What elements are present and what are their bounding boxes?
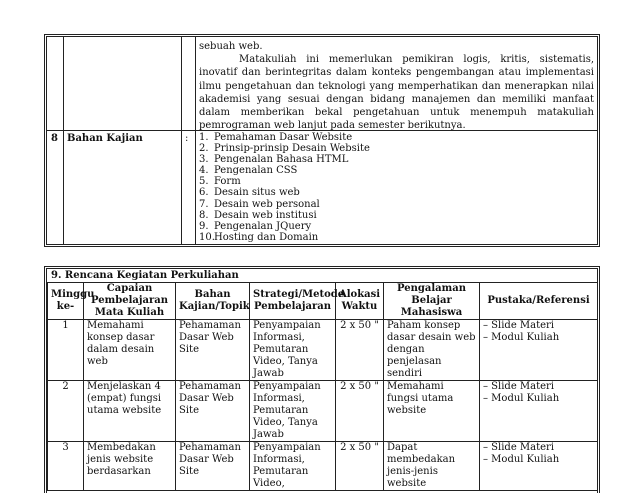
cell-references [480,442,598,491]
table-row [48,381,598,442]
list-item [199,176,370,187]
header-week: Minggu ke- [48,283,84,320]
cell-time: 2 x 50 " [336,320,384,381]
list-item [199,199,370,210]
list-item [199,154,370,165]
description-paragraph: Matakuliah ini memerlukan pemikiran logis, kritis, sistematis, inovatif dan berintegritas dalam konteks pengembangan atau implementasi ilmu pengetahuan dan teknologi yang memperhatikan dan menerapkan nilai akademisi yang sesuai dengan bidang manajemen dan memiliki manfaat dalam memberikan bekal pengetahuan untuk menempuh matakuliah pemrograman web lanjut pada semester berikutnya. [199,54,594,132]
cell-experience: Memahami fungsi utama website [384,381,480,442]
topic-number: 10. [199,231,215,243]
header-references: Pustaka/Referensi [480,283,598,320]
topic-text: Hosting dan Domain [214,231,319,243]
cell-references [480,381,598,442]
cell-topic: Pehamaman Dasar Web Site [176,442,250,491]
topic-number: 9. [199,220,209,232]
reference-item: – Modul Kuliah [483,332,560,343]
topic-number: 8. [199,209,209,221]
reference-item: – Slide Materi [483,320,555,331]
cell-method: Penyampaian Informasi, Pemutaran Video, Tanya Jawab [250,381,336,442]
header-outcome: Capaian Pembelajaran Mata Kuliah [84,283,176,320]
topic-text: Pengenalan Bahasa HTML [214,154,349,166]
reference-item: – Slide Materi [483,381,555,392]
column-divider [195,37,196,244]
row-number: 8 [51,133,58,144]
cell-outcome: Membedakan jenis website berdasarkan [84,442,176,491]
topic-text: Pengenalan CSS [214,165,298,177]
list-item [199,221,370,232]
list-item [199,210,370,221]
column-divider [181,37,182,244]
topic-number: 3. [199,154,209,166]
topic-text: Desain web personal [214,198,320,210]
cell-topic: Pehamaman Dasar Web Site [176,381,250,442]
row-label-bahan-kajian: Bahan Kajian [67,133,143,144]
list-item [199,187,370,198]
topic-text: Pengenalan JQuery [214,220,312,232]
column-divider [63,37,64,244]
cell-outcome: Memahami konsep dasar dalam desain web [84,320,176,381]
cell-time: 2 x 50 " [336,381,384,442]
topic-number: 6. [199,187,209,199]
course-description [199,40,594,132]
cell-outcome: Menjelaskan 4 (empat) fungsi utama website [84,381,176,442]
cell-method: Penyampaian Informasi, Pemutaran Video, [250,442,336,491]
topic-text: Prinsip-prinsip Desain Website [214,143,370,155]
list-item [199,143,370,154]
topic-text: Pemahaman Dasar Website [214,132,353,143]
list-item [199,232,370,243]
header-time: Alokasi Waktu [336,283,384,320]
reference-item: – Modul Kuliah [483,393,560,404]
cell-time: 2 x 50 " [336,442,384,491]
list-item [199,132,370,143]
description-line: sebuah web. [199,41,263,52]
topic-text: Form [214,176,241,188]
list-item [199,165,370,176]
table-row [48,320,598,381]
course-description-table [44,34,600,247]
cell-experience: Paham konsep dasar desain web dengan penjelasan sendiri [384,320,480,381]
cell-week: 3 [48,442,84,491]
header-experience: Pengalaman Belajar Mahasiswa [384,283,480,320]
header-topic: Bahan Kajian/Topik [176,283,250,320]
table-header-row [48,283,598,320]
topic-number: 1. [199,132,209,143]
reference-item: – Slide Materi [483,442,555,453]
cell-experience: Dapat membedakan jenis-jenis website [384,442,480,491]
row-separator: : [185,133,189,144]
topic-number: 4. [199,165,209,177]
table-row [48,442,598,491]
topic-number: 5. [199,176,209,188]
cell-references [480,320,598,381]
cell-topic: Pehamaman Dasar Web Site [176,320,250,381]
plan-table [47,282,598,491]
cell-method: Penyampaian Informasi, Pemutaran Video, Tanya Jawab [250,320,336,381]
topic-number: 2. [199,143,209,155]
reference-item: – Modul Kuliah [483,454,560,465]
topic-text: Desain web institusi [214,209,317,221]
topic-text: Desain situs web [214,187,300,199]
cell-week: 2 [48,381,84,442]
section-title: 9. Rencana Kegiatan Perkuliahan [51,270,239,281]
lecture-plan-table [44,266,600,493]
cell-week: 1 [48,320,84,381]
topic-number: 7. [199,198,209,210]
header-method: Strategi/Metode Pembelajaran [250,283,336,320]
topic-list [199,132,370,243]
